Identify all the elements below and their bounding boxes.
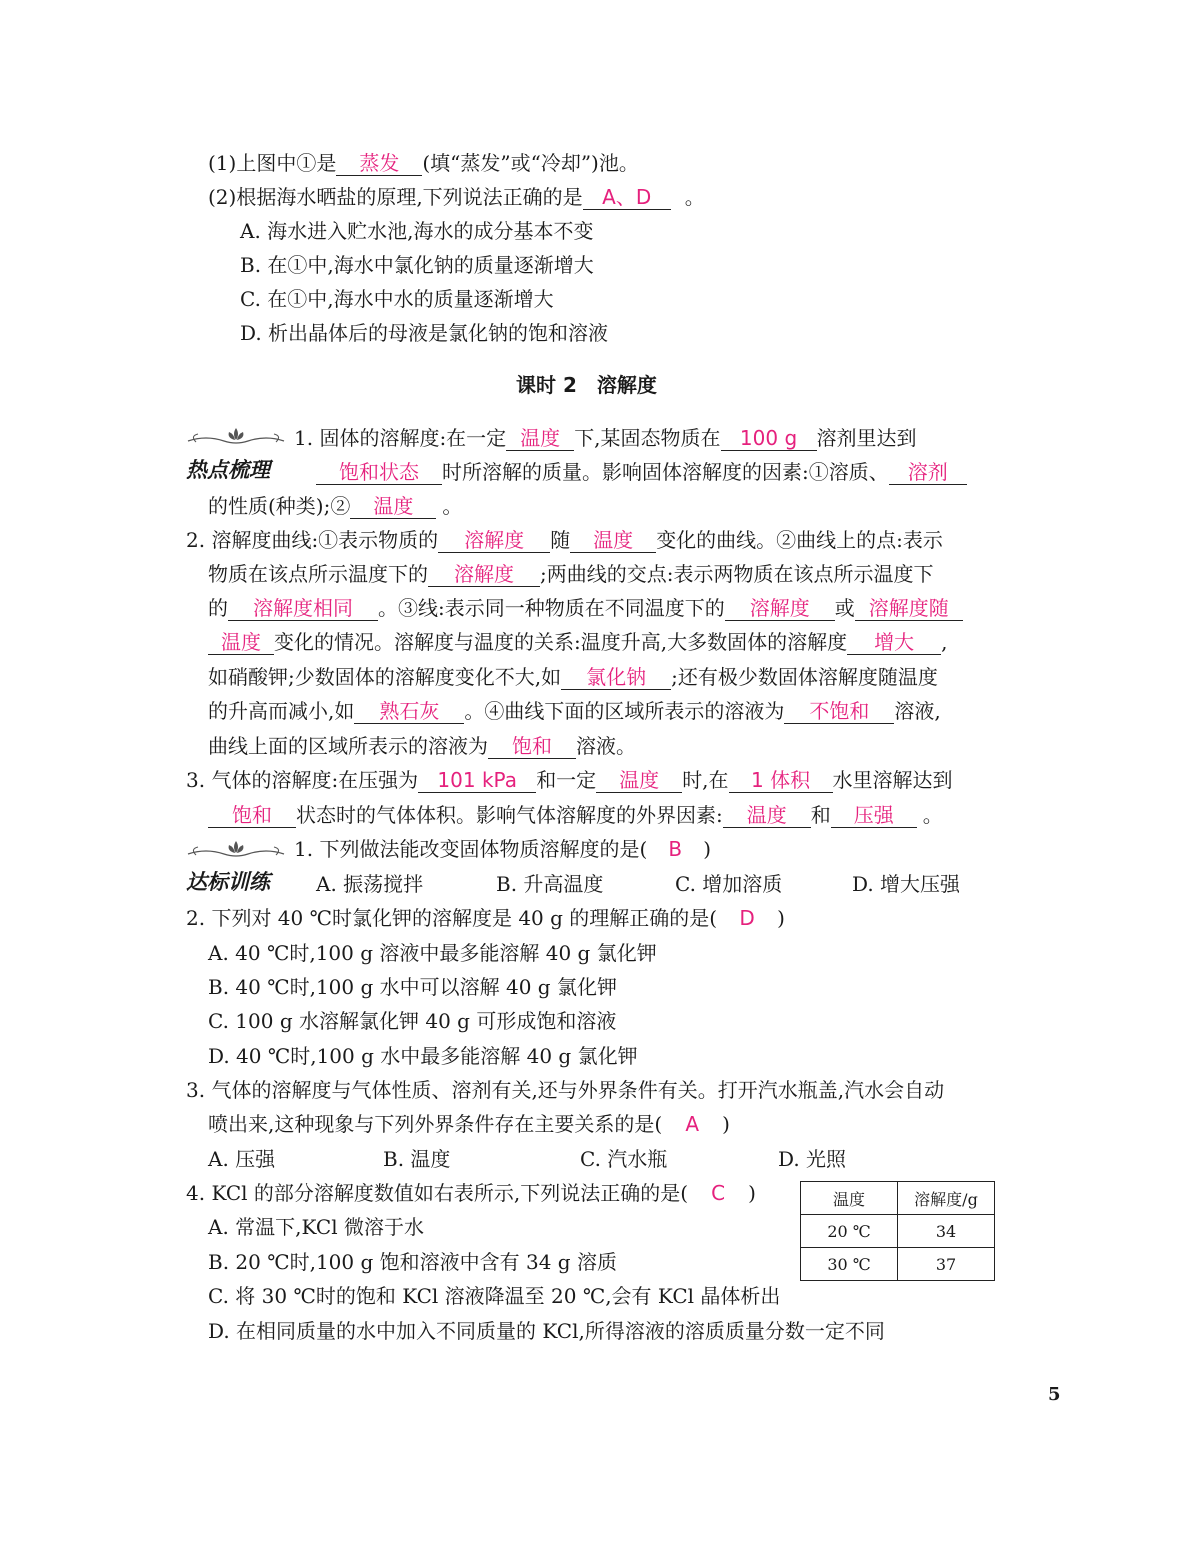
hot-answer: 溶解度	[749, 596, 810, 620]
hot-text: 物质在该点所示温度下的	[208, 562, 428, 586]
hot-blank	[570, 528, 656, 553]
hot-answer: 1 体积	[751, 768, 811, 792]
hot-heading: 热点梳理	[186, 458, 270, 482]
hot-answer: 100 g	[739, 426, 798, 450]
kcl-solubility-table	[800, 1181, 995, 1281]
hot-answer: 溶解度	[464, 528, 525, 552]
t3-option-d: D. 光照	[778, 1147, 847, 1171]
t2-close: )	[777, 906, 785, 930]
hot-text: ,	[941, 630, 948, 654]
q1-answer: 蒸发	[359, 151, 400, 175]
hot-text: 水里溶解达到	[832, 768, 953, 792]
hot-line-4	[186, 528, 943, 553]
t3-close: )	[722, 1112, 730, 1136]
hot-line-9	[208, 699, 941, 724]
hot-blank	[855, 596, 963, 621]
hot-blank	[228, 596, 378, 621]
t4-option-d: D. 在相同质量的水中加入不同质量的 KCl,所得溶液的溶质质量分数一定不同	[208, 1319, 885, 1343]
hot-blank	[831, 803, 917, 828]
hot-answer: 温度	[373, 494, 414, 518]
hot-text: 。	[922, 803, 943, 827]
q1-text: (1)上图中①是	[208, 151, 337, 175]
t1-option-a: A. 振荡搅拌	[316, 872, 424, 896]
q2-answer: A、D	[602, 185, 652, 209]
hot-line-11	[186, 768, 953, 793]
hot-answer: 饱和状态	[339, 460, 419, 484]
hot-text: 溶剂里达到	[816, 426, 917, 450]
hot-blank	[784, 699, 894, 724]
table-cell: 37	[898, 1248, 995, 1281]
t2-option-c: C. 100 g 水溶解氯化钾 40 g 可形成饱和溶液	[208, 1009, 617, 1033]
table-cell: 20 ℃	[801, 1215, 898, 1248]
t4-close: )	[748, 1181, 756, 1205]
hot-text: 。	[442, 494, 463, 518]
hot-text: 的性质(种类);②	[208, 494, 351, 518]
hot-text: 如硝酸钾;少数固体的溶解度变化不大,如	[208, 665, 562, 689]
hot-answer: 溶剂	[907, 460, 948, 484]
t1-option-b: B. 升高温度	[496, 872, 604, 896]
table-cell: 30 ℃	[801, 1248, 898, 1281]
t4-stem-text: 4. KCl 的部分溶解度数值如右表所示,下列说法正确的是(	[186, 1181, 689, 1205]
hot-line-6	[208, 596, 963, 621]
hot-answer: 压强	[853, 803, 894, 827]
hot-answer: 101 kPa	[437, 768, 517, 792]
hot-answer: 温度	[746, 803, 787, 827]
hot-text: 溶液,	[894, 699, 941, 723]
hot-line-10	[208, 734, 636, 759]
train-heading: 达标训练	[186, 870, 270, 894]
t1-answer: B	[668, 837, 683, 861]
q1-text-end: (填“蒸发”或“冷却”)池。	[422, 151, 639, 175]
ornament-divider-icon	[186, 838, 286, 862]
hot-blank	[208, 630, 274, 655]
hot-text: ;还有极少数固体溶解度随温度	[671, 665, 938, 689]
hot-text: 变化的曲线。②曲线上的点:表示	[656, 528, 943, 552]
t2-option-d: D. 40 ℃时,100 g 水中最多能溶解 40 g 氯化钾	[208, 1044, 638, 1068]
hot-blank	[723, 803, 811, 828]
hot-text: 下,某固态物质在	[574, 426, 721, 450]
hot-blank	[725, 596, 835, 621]
hot-blank	[889, 460, 967, 485]
hot-blank	[354, 699, 464, 724]
hot-blank	[438, 528, 550, 553]
hot-blank	[729, 768, 833, 793]
hot-blank	[847, 630, 941, 655]
t4-option-b: B. 20 ℃时,100 g 饱和溶液中含有 34 g 溶质	[208, 1250, 617, 1274]
q2-line	[208, 185, 705, 210]
t4-answer: C	[711, 1181, 726, 1205]
hot-answer: 温度	[520, 426, 561, 450]
hot-text: 1. 固体的溶解度:在一定	[294, 426, 507, 450]
hot-blank	[596, 768, 682, 793]
t3-stem-1: 3. 气体的溶解度与气体性质、溶剂有关,还与外界条件有关。打开汽水瓶盖,汽水会自动	[186, 1078, 945, 1102]
t3-answer: A	[685, 1112, 700, 1136]
t3-stem-text: 喷出来,这种现象与下列外界条件存在主要关系的是(	[208, 1112, 663, 1136]
hot-text: 2. 溶解度曲线:①表示物质的	[186, 528, 439, 552]
table-header-cell: 温度	[801, 1182, 898, 1215]
t2-answer: D	[739, 906, 755, 930]
q1-blank	[336, 151, 422, 176]
hot-blank	[488, 734, 576, 759]
q2-option-b: B. 在①中,海水中氯化钠的质量逐渐增大	[240, 253, 594, 277]
hot-text: 溶液。	[576, 734, 636, 758]
hot-text: 和一定	[536, 768, 597, 792]
t4-option-a: A. 常温下,KCl 微溶于水	[208, 1215, 424, 1239]
hot-line-8	[208, 665, 938, 690]
q2-option-d: D. 析出晶体后的母液是氯化钠的饱和溶液	[240, 321, 609, 345]
hot-answer: 温度	[221, 630, 261, 654]
hot-text: 和	[810, 803, 831, 827]
q2-text: (2)根据海水晒盐的原理,下列说法正确的是	[208, 185, 583, 209]
hot-blank	[506, 426, 574, 451]
hot-text: ;两曲线的交点:表示两物质在该点所示温度下	[540, 562, 934, 586]
hot-answer: 不饱和	[809, 699, 870, 723]
hot-line-2	[316, 460, 967, 485]
table-row	[801, 1215, 995, 1248]
table-row	[801, 1248, 995, 1281]
t1-close: )	[703, 837, 712, 861]
t1-stem	[294, 837, 711, 861]
section-title: 课时 2 溶解度	[516, 373, 657, 397]
hot-blank	[428, 562, 540, 587]
q2-text-end: 。	[684, 185, 705, 209]
hot-blank	[418, 768, 536, 793]
hot-text: 的	[208, 596, 228, 620]
hot-text: 的升高而减小,如	[208, 699, 355, 723]
hot-answer: 温度	[593, 528, 634, 552]
hot-line-1	[294, 426, 917, 451]
table-cell: 34	[898, 1215, 995, 1248]
t2-option-a: A. 40 ℃时,100 g 溶液中最多能溶解 40 g 氯化钾	[208, 941, 657, 965]
t1-option-d: D. 增大压强	[852, 872, 961, 896]
hot-line-3	[208, 494, 462, 519]
hot-answer: 熟石灰	[379, 699, 440, 723]
hot-answer: 饱和	[232, 803, 272, 827]
hot-blank	[350, 494, 436, 519]
hot-answer: 溶解度	[454, 562, 514, 586]
hot-text: 或	[834, 596, 855, 620]
t2-stem-text: 2. 下列对 40 ℃时氯化钾的溶解度是 40 g 的理解正确的是(	[186, 906, 718, 930]
hot-line-5	[208, 562, 933, 587]
q2-option-c: C. 在①中,海水中水的质量逐渐增大	[240, 287, 554, 311]
hot-text: 时所溶解的质量。影响固体溶解度的因素:①溶质、	[442, 460, 889, 484]
hot-answer: 饱和	[512, 734, 552, 758]
hot-blank	[721, 426, 817, 451]
q2-option-a: A. 海水进入贮水池,海水的成分基本不变	[240, 219, 594, 243]
t2-stem	[186, 906, 785, 930]
hot-text: 时,在	[682, 768, 729, 792]
q1-line	[208, 151, 639, 176]
t3-option-b: B. 温度	[383, 1147, 451, 1171]
hot-text: 曲线上面的区域所表示的溶液为	[208, 734, 488, 758]
hot-answer: 溶解度相同	[253, 596, 353, 620]
ornament-divider-icon	[186, 425, 286, 449]
t1-stem-text: 1. 下列做法能改变固体物质溶解度的是(	[294, 837, 648, 861]
t2-option-b: B. 40 ℃时,100 g 水中可以溶解 40 g 氯化钾	[208, 975, 617, 999]
hot-text: 随	[550, 528, 571, 552]
q2-blank	[583, 185, 671, 210]
hot-answer: 增大	[874, 630, 915, 654]
t3-stem-2	[208, 1112, 730, 1136]
t4-option-c: C. 将 30 ℃时的饱和 KCl 溶液降温至 20 ℃,会有 KCl 晶体析出	[208, 1284, 781, 1308]
hot-text: 。③线:表示同一种物质在不同温度下的	[378, 596, 725, 620]
hot-text: 状态时的气体体积。影响气体溶解度的外界因素:	[296, 803, 723, 827]
hot-line-7	[208, 630, 947, 655]
table-header-row	[801, 1182, 995, 1215]
hot-text: 。④曲线下面的区域所表示的溶液为	[464, 699, 785, 723]
hot-blank	[208, 803, 296, 828]
t3-option-a: A. 压强	[208, 1147, 276, 1171]
table-header-cell: 溶解度/g	[898, 1182, 995, 1215]
hot-answer: 温度	[619, 768, 660, 792]
t4-stem	[186, 1181, 756, 1205]
hot-blank	[316, 460, 442, 485]
hot-answer: 溶解度随	[868, 596, 949, 620]
t3-option-c: C. 汽水瓶	[580, 1147, 668, 1171]
page-number: 5	[1048, 1384, 1061, 1405]
hot-text: 变化的情况。溶解度与温度的关系:温度升高,大多数固体的溶解度	[274, 630, 848, 654]
hot-text: 3. 气体的溶解度:在压强为	[186, 768, 419, 792]
t1-option-c: C. 增加溶质	[675, 872, 783, 896]
hot-blank	[561, 665, 671, 690]
hot-line-12	[208, 803, 943, 828]
hot-answer: 氯化钠	[586, 665, 647, 689]
